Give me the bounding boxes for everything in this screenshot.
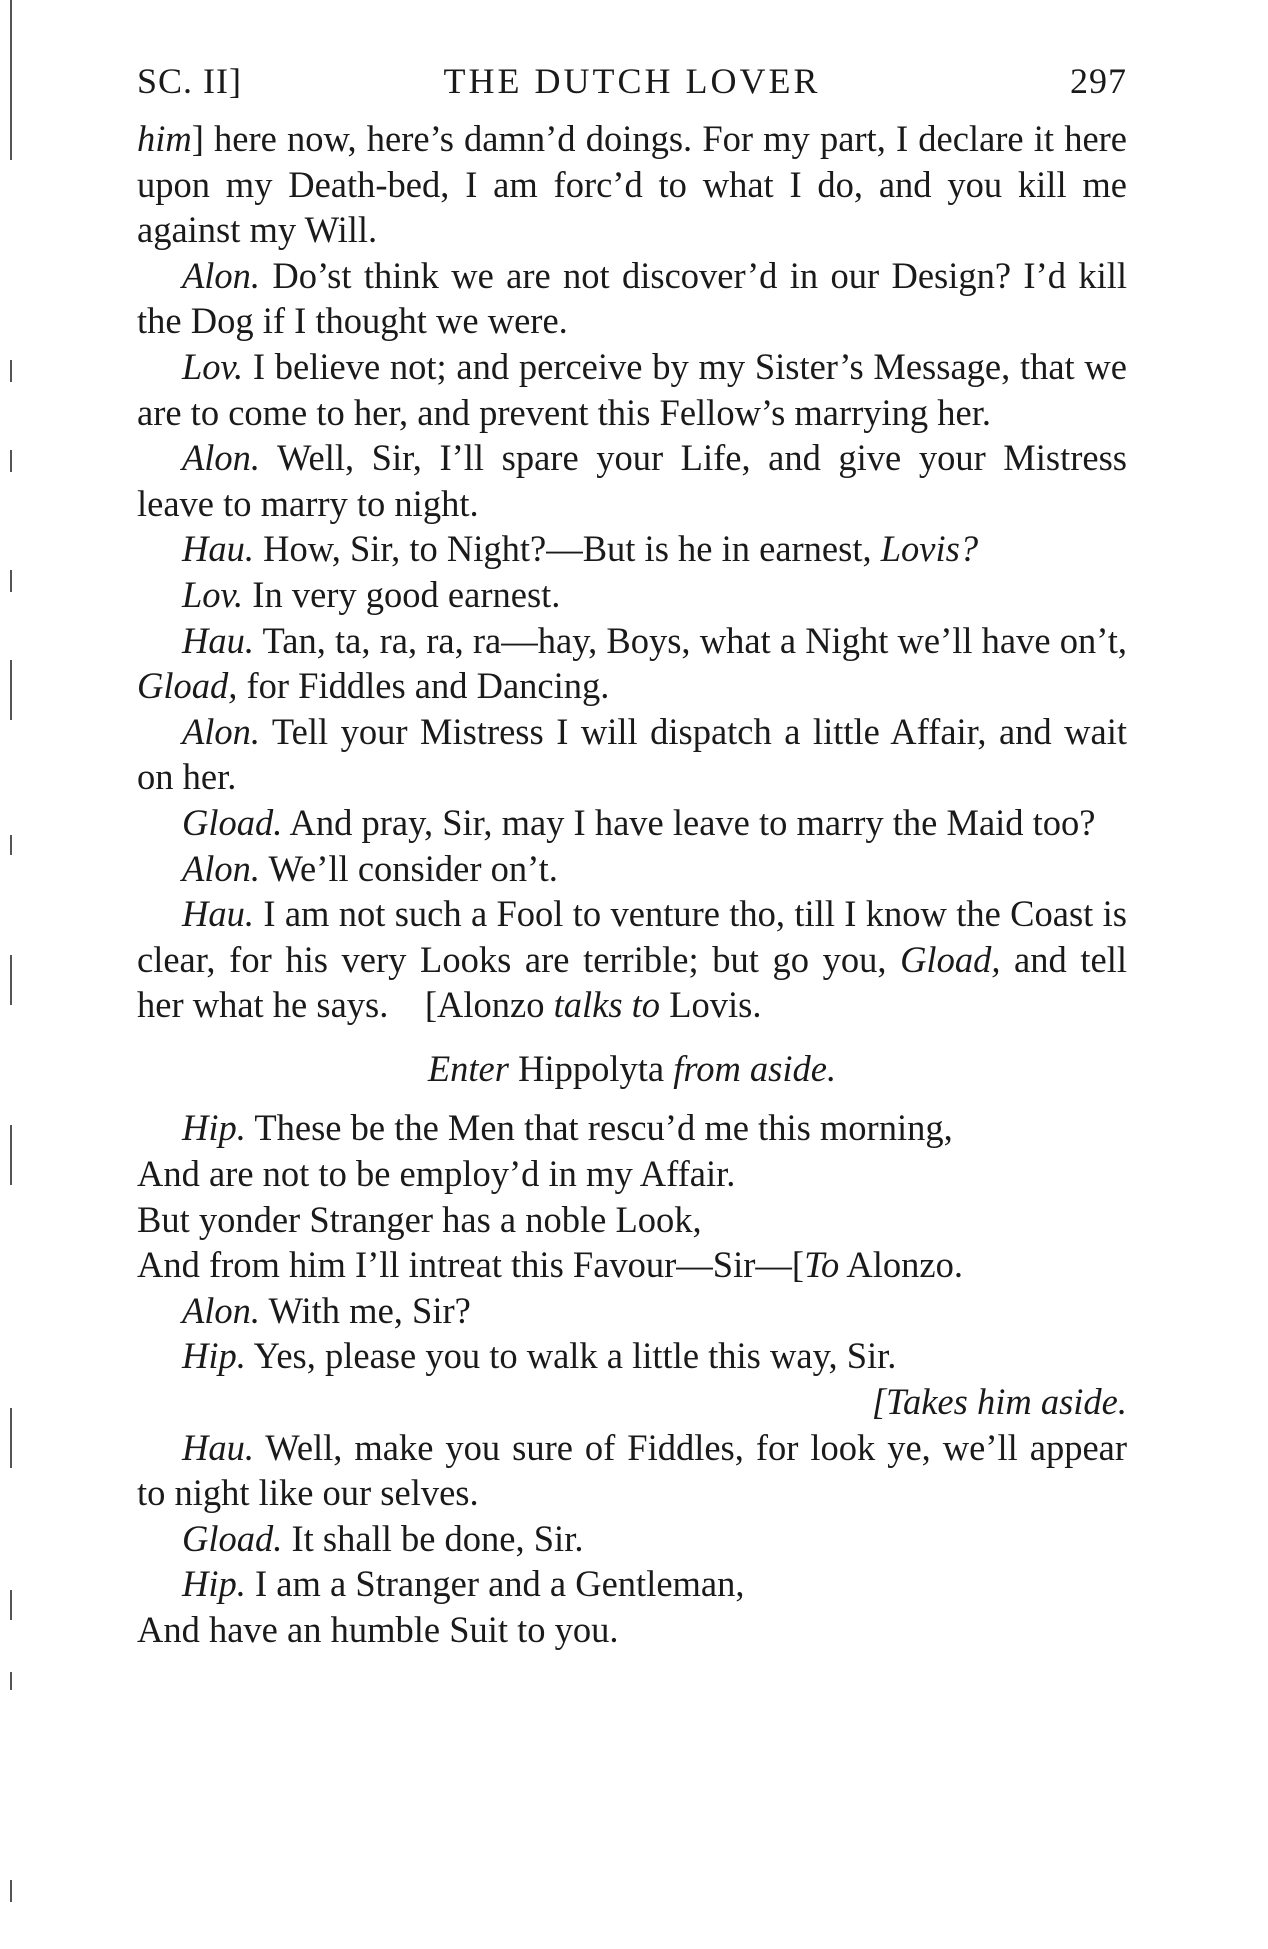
speech-text: These be the Men that rescu’d me this morning, xyxy=(245,1107,953,1149)
speech-text: Do’st think we are not discover’d in our Design? I’d kill the Dog if I thought we were. xyxy=(137,254,1127,342)
stage-direction-text: talks to xyxy=(553,984,661,1026)
edge-mark xyxy=(10,570,12,592)
speaker-name: Gload. xyxy=(182,801,283,843)
speaker-name: Lov. xyxy=(182,345,244,387)
speech-text: for Fiddles and Dancing. xyxy=(237,665,610,707)
play-text xyxy=(137,116,1127,1653)
character-name: Hippolyta xyxy=(508,1047,674,1089)
edge-mark xyxy=(10,1672,12,1690)
speech-text: It shall be done, Sir. xyxy=(282,1517,584,1559)
speaker-name: Hip. xyxy=(182,1107,246,1149)
speech-text: And pray, Sir, may I have leave to marry the Maid too? xyxy=(282,801,1096,843)
speech xyxy=(137,526,1127,572)
speech xyxy=(137,891,1127,1028)
speech-text: I believe not; and perceive by my Sister’s Message, that we are to come to her, and prevent this Fellow’s marrying her. xyxy=(137,345,1127,433)
speech xyxy=(137,1288,1127,1334)
edge-mark xyxy=(10,360,12,382)
speech-text: Well, Sir, I’ll spare your Life, and give your Mistress leave to marry to night. xyxy=(137,437,1127,524)
stage-direction xyxy=(425,984,762,1025)
character-name: Gload, xyxy=(900,938,1001,980)
speech xyxy=(137,435,1127,526)
page-number: 297 xyxy=(1070,61,1127,101)
speech xyxy=(137,800,1127,846)
speech-text: Yes, please you to walk a little this way, Sir. xyxy=(245,1335,897,1377)
speaker-name: Gload. xyxy=(182,1517,283,1559)
stage-direction-entrance xyxy=(137,1046,1127,1092)
speaker-name: Hau. xyxy=(182,893,254,935)
speech xyxy=(137,572,1127,618)
speech xyxy=(137,618,1127,709)
speech-text: I am not such a Fool to venture tho, till I know the Coast is clear, for his very Looks are terrible; but go you, xyxy=(137,893,1127,980)
speaker-name: Alon. xyxy=(182,847,261,889)
stage-direction-text: Lovis. xyxy=(660,984,762,1026)
speaker-name: Alon. xyxy=(182,710,261,752)
speaker-name: Lov. xyxy=(182,573,244,615)
speech-text: With me, Sir? xyxy=(260,1289,471,1331)
edge-mark xyxy=(10,450,12,472)
verse-line xyxy=(137,1105,1127,1151)
stage-direction xyxy=(792,1244,963,1285)
speech-text: How, Sir, to Night?—But is he in earnest, xyxy=(253,528,881,570)
verse-line: And have an humble Suit to you. xyxy=(137,1609,619,1650)
speech-text: and tell her what he says. xyxy=(137,938,1127,1026)
edge-mark xyxy=(10,660,12,720)
stage-direction-text: [ xyxy=(791,1244,805,1286)
speech xyxy=(137,1333,1127,1379)
speech-text: Well, make you sure of Fiddles, for look ye, we’ll appear to night like our selves. xyxy=(137,1426,1127,1514)
stage-direction-text: from aside. xyxy=(673,1047,837,1089)
speech-continuation xyxy=(137,116,1127,253)
speaker-name: Hip. xyxy=(182,1563,246,1605)
stage-direction: [Takes him aside. xyxy=(871,1381,1127,1423)
speech xyxy=(137,253,1127,344)
verse-line: And are not to be employ’d in my Affair. xyxy=(137,1153,736,1195)
edge-mark xyxy=(10,1590,12,1620)
speaker-name: Hau. xyxy=(182,1426,254,1468)
binding-edge-marks xyxy=(0,0,40,1949)
edge-mark xyxy=(10,835,12,855)
speech xyxy=(137,1425,1127,1516)
scene-number: SC. II] xyxy=(137,61,242,101)
speech-text: Tell your Mistress I will dispatch a little Affair, and wait on her. xyxy=(137,710,1127,798)
edge-mark xyxy=(10,955,12,1005)
verse-line xyxy=(137,1561,1127,1607)
character-name: Gload, xyxy=(137,665,238,707)
speaker-name: Alon. xyxy=(182,1289,261,1331)
speech-text: Tan, ta, ra, ra, ra—hay, Boys, what a Night we’ll have on’t, xyxy=(253,619,1127,661)
verse-line: But yonder Stranger has a noble Look, xyxy=(137,1198,702,1240)
speaker-name: Alon. xyxy=(182,254,261,296)
character-name: Lovis? xyxy=(880,528,979,570)
stage-direction-text: [Alonzo xyxy=(424,984,554,1026)
edge-mark xyxy=(10,0,12,160)
speaker-name: Alon. xyxy=(182,437,261,479)
stage-direction-text: To xyxy=(804,1244,840,1286)
stage-fragment: him xyxy=(137,118,192,159)
speech xyxy=(137,846,1127,892)
speech-text: And from him I’ll intreat this Favour—Sir— xyxy=(137,1244,792,1286)
speech xyxy=(137,1516,1127,1562)
running-header xyxy=(137,60,1127,116)
speaker-name: Hau. xyxy=(182,619,254,661)
speaker-name: Hip. xyxy=(182,1335,246,1377)
edge-mark xyxy=(10,1125,12,1185)
speech-text: ] here now, here’s damn’d doings. For my part, I declare it here upon my Death-bed, I am forc’d to what I do, and you kill me against my Will. xyxy=(137,118,1127,251)
verse-line xyxy=(137,1242,1127,1288)
speech xyxy=(137,344,1127,435)
speech-text: In very good earnest. xyxy=(243,573,561,615)
edge-mark xyxy=(10,1408,12,1468)
edge-mark xyxy=(10,1880,12,1902)
speech xyxy=(137,709,1127,800)
speaker-name: Hau. xyxy=(182,528,254,570)
stage-direction-text: Alonzo. xyxy=(839,1244,963,1286)
running-title: THE DUTCH LOVER xyxy=(443,61,821,101)
stage-direction-text: Enter xyxy=(427,1047,509,1089)
speech-text: I am a Stranger and a Gentleman, xyxy=(245,1563,745,1605)
speech-text: We’ll consider on’t. xyxy=(260,847,558,889)
